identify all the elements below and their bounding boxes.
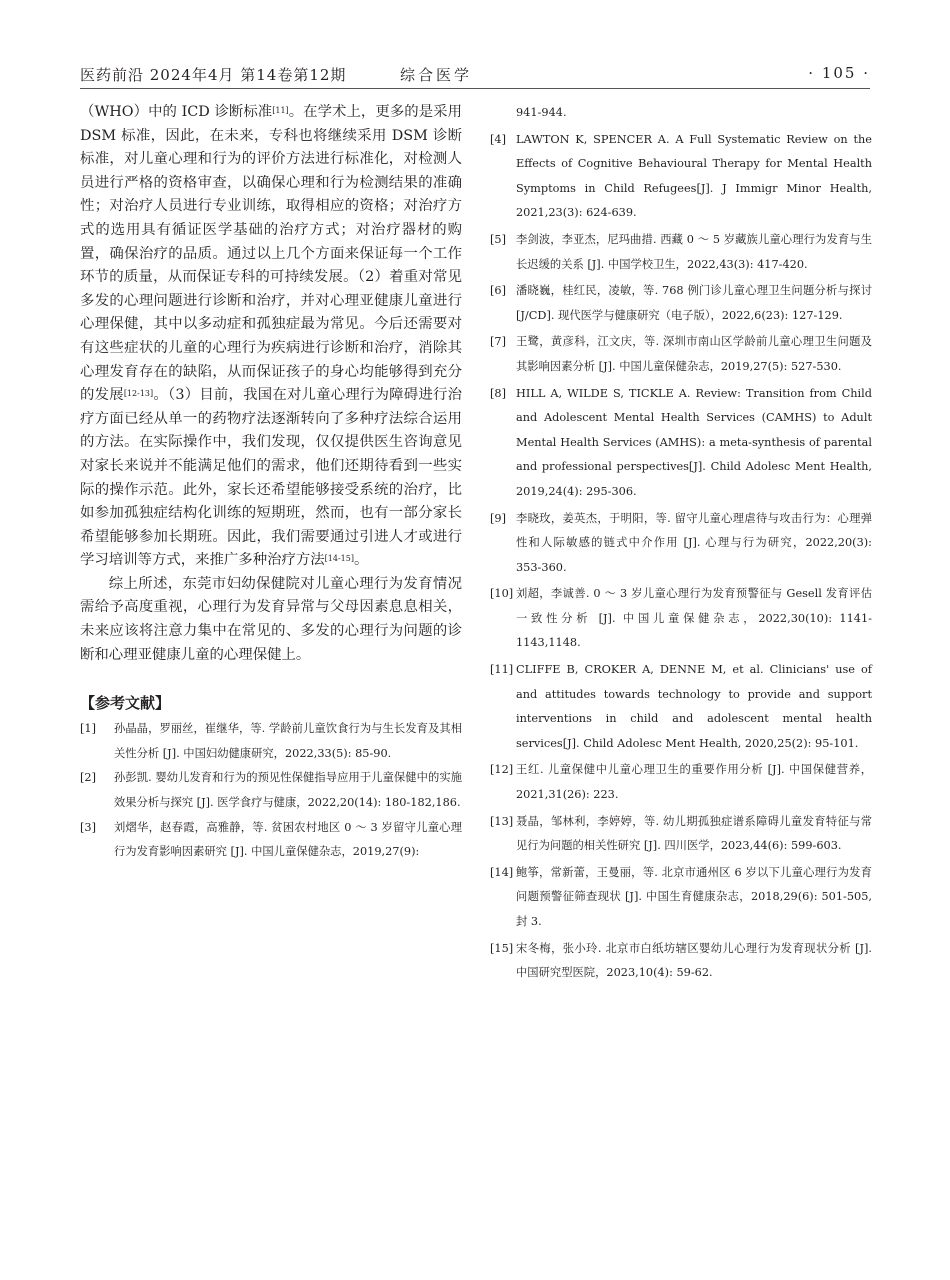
reference-text: 宋冬梅，张小玲. 北京市白纸坊辖区婴幼儿心理行为发育现状分析 [J]. 中国研究型医院，2023,10(4): 59-62. xyxy=(516,941,872,980)
reference-item xyxy=(80,816,462,865)
reference-text: 王红. 儿童保健中儿童心理卫生的重要作用分析 [J]. 中国保健营养，2021,31(26): 223. xyxy=(516,763,872,802)
reference-number: [2] xyxy=(80,771,97,785)
reference-text: 刘熠华，赵春霞，高雅静，等. 贫困农村地区 0 ～ 3 岁留守儿童心理行为发育影响因素研究 [J]. 中国儿童保健杂志，2019,27(9): xyxy=(114,820,462,859)
reference-number: [1] xyxy=(80,722,97,736)
reference-list-left xyxy=(80,717,462,865)
reference-number: [15] xyxy=(490,941,514,955)
reference-item xyxy=(490,330,872,379)
reference-number: [4] xyxy=(490,132,507,146)
text-run: 。 xyxy=(353,552,369,569)
text-run: 。在学术上，更多的是采用 DSM 标准，因此，在未来，专科也将继续采用 DSM 诊断标准，对儿童心理和行为的评价方法进行标准化，对检测人员进行严格的资格审查，以确保心理和行为检测结果的准确性；对治疗人员进行专业训练，取得相应的资格；对治疗方式的选用具有循证医学基础的治疗方式；对治疗器材的购置，确保治疗的品质。通过以上几个方面来保证每一个工作环节的质量，从而保证专科的可持续发展。（2）着重对常见多发的心理问题进行诊断和治疗，并对心理亚健康儿童进行心理保健，其中以多动症和孤独症最为常见。今后还需要对有这些症状的儿童的心理行为疾病进行诊断和治疗，消除其心理发育存在的缺陷，从而保证孩子的身心均能够得到充分的发展 xyxy=(80,104,462,404)
reference-item xyxy=(490,658,872,756)
reference-item xyxy=(80,766,462,815)
citation: [14-15] xyxy=(324,554,354,564)
reference-text: 李晓玫，姜英杰，于明阳，等. 留守儿童心理虐待与攻击行为：心理弹性和人际敏感的链式中介作用 [J]. 心理与行为研究，2022,20(3): 353-360. xyxy=(516,511,872,574)
reference-text: 聂晶，邹林利，李婷婷，等. 幼儿期孤独症谱系障碍儿童发育特征与常见行为问题的相关性研究 [J]. 四川医学，2023,44(6): 599-603. xyxy=(516,814,872,853)
left-column xyxy=(80,101,462,865)
reference-number: [14] xyxy=(490,865,514,879)
reference-number: [10] xyxy=(490,587,514,601)
reference-continuation xyxy=(490,101,872,126)
reference-text: 孙彭凯. 婴幼儿发育和行为的预见性保健指导应用于儿童保健中的实施效果分析与探究 [J]. 医学食疗与健康，2022,20(14): 180-182,186. xyxy=(114,771,462,810)
reference-text: 潘晓巍，桂红民，凌敏，等. 768 例门诊儿童心理卫生问题分析与探讨 [J/CD]. 现代医学与健康研究（电子版），2022,6(23): 127-129. xyxy=(516,284,872,322)
right-column xyxy=(490,101,872,986)
reference-number: [5] xyxy=(490,232,507,246)
body-paragraph-1 xyxy=(80,101,462,573)
reference-number: [11] xyxy=(490,663,514,677)
reference-number: [9] xyxy=(490,511,507,525)
citation: [12-13] xyxy=(123,389,154,399)
reference-item xyxy=(490,758,872,807)
reference-item xyxy=(490,279,872,328)
reference-text: 941-944. xyxy=(516,106,567,119)
journal-info: 医药前沿 2024年4月 第14卷第12期 xyxy=(80,66,347,84)
reference-item xyxy=(490,861,872,935)
page-number: · 105 · xyxy=(808,64,870,82)
reference-item xyxy=(490,382,872,505)
citation: [11] xyxy=(272,106,289,115)
text-run: （WHO）中的 ICD 诊断标准 xyxy=(80,104,273,120)
reference-text: CLIFFE B, CROKER A, DENNE M, et al. Clinicians' use of and attitudes towards technology to provide and support interventions in child and adolescent mental health services[J]. Child Adolesc Ment Health, 2020,25(2): 95-101. xyxy=(516,663,872,750)
reference-text: 刘超，李诚善. 0 ～ 3 岁儿童心理行为发育预警征与 Gesell 发育评估一致性分析 [J]. 中国儿童保健杂志，2022,30(10): 1141-1143,1148. xyxy=(516,587,872,650)
reference-item xyxy=(490,507,872,581)
reference-item xyxy=(80,717,462,766)
reference-number: [6] xyxy=(490,284,507,298)
references-heading: 【参考文献】 xyxy=(80,694,171,713)
reference-number: [8] xyxy=(490,386,507,400)
reference-number: [13] xyxy=(490,814,514,828)
text-run: 。（3）目前，我国在对儿童心理行为障碍进行治疗方面已经从单一的药物疗法逐渐转向了多种疗法综合运用的方法。在实际操作中，我们发现，仅仅提供医生咨询意见对家长来说并不能满足他们的需求，他们还期待看到一些实际的操作示范。此外，家长还希望能够接受系统的治疗，比如参加孤独症结构化训练的短期班，然而，也有一部分家长希望能够参加长期班。因此，我们需要通过引进人才或进行学习培训等方式，来推广多种治疗方法 xyxy=(80,387,462,569)
reference-item xyxy=(490,810,872,859)
reference-text: LAWTON K, SPENCER A. A Full Systematic Review on the Effects of Cognitive Behavioural Therapy for Mental Health Symptoms in Child Refugees[J]. J Immigr Minor Health, 2021,23(3): 624-639. xyxy=(516,132,872,220)
reference-number: [7] xyxy=(490,335,507,349)
reference-text: 孙晶晶，罗丽丝，崔继华，等. 学龄前儿童饮食行为与生长发育及其相关性分析 [J]. 中国妇幼健康研究，2022,33(5): 85-90. xyxy=(114,722,462,760)
reference-number: [3] xyxy=(80,820,97,834)
reference-item xyxy=(490,937,872,986)
reference-text: 鲍筝，常新蕾，王曼丽，等. 北京市通州区 6 岁以下儿童心理行为发育问题预警征筛查现状 [J]. 中国生育健康杂志，2018,29(6): 501-505, 封 3. xyxy=(516,865,872,928)
reference-text: HILL A, WILDE S, TICKLE A. Review: Transition from Child and Adolescent Mental Health Services (CAMHS) to Adult Mental Health Services (AMHS): a meta-synthesis of parental and professional perspectives[J]. Child Adolesc Ment Health, 2019,24(4): 295-306. xyxy=(516,386,872,498)
body-paragraph-2: 综上所述，东莞市妇幼保健院对儿童心理行为发育情况需给予高度重视，心理行为发育异常与父母因素息息相关，未来应该将注意力集中在常见的、多发的心理行为问题的诊断和心理亚健康儿童的心理保健上。 xyxy=(80,575,462,663)
section-title: 综合医学 xyxy=(400,66,473,84)
running-header xyxy=(80,62,870,89)
reference-item xyxy=(490,582,872,656)
reference-item xyxy=(490,128,872,226)
reference-text: 李剑波，李亚杰，尼玛曲措. 西藏 0 ～ 5 岁藏族儿童心理行为发育与生长迟缓的关系 [J]. 中国学校卫生，2022,43(3): 417-420. xyxy=(516,232,872,271)
reference-item xyxy=(490,228,872,277)
reference-number: [12] xyxy=(490,763,514,777)
reference-text: 王鹭，黄彦科，江文庆，等. 深圳市南山区学龄前儿童心理卫生问题及其影响因素分析 [J]. 中国儿童保健杂志，2019,27(5): 527-530. xyxy=(516,335,872,373)
